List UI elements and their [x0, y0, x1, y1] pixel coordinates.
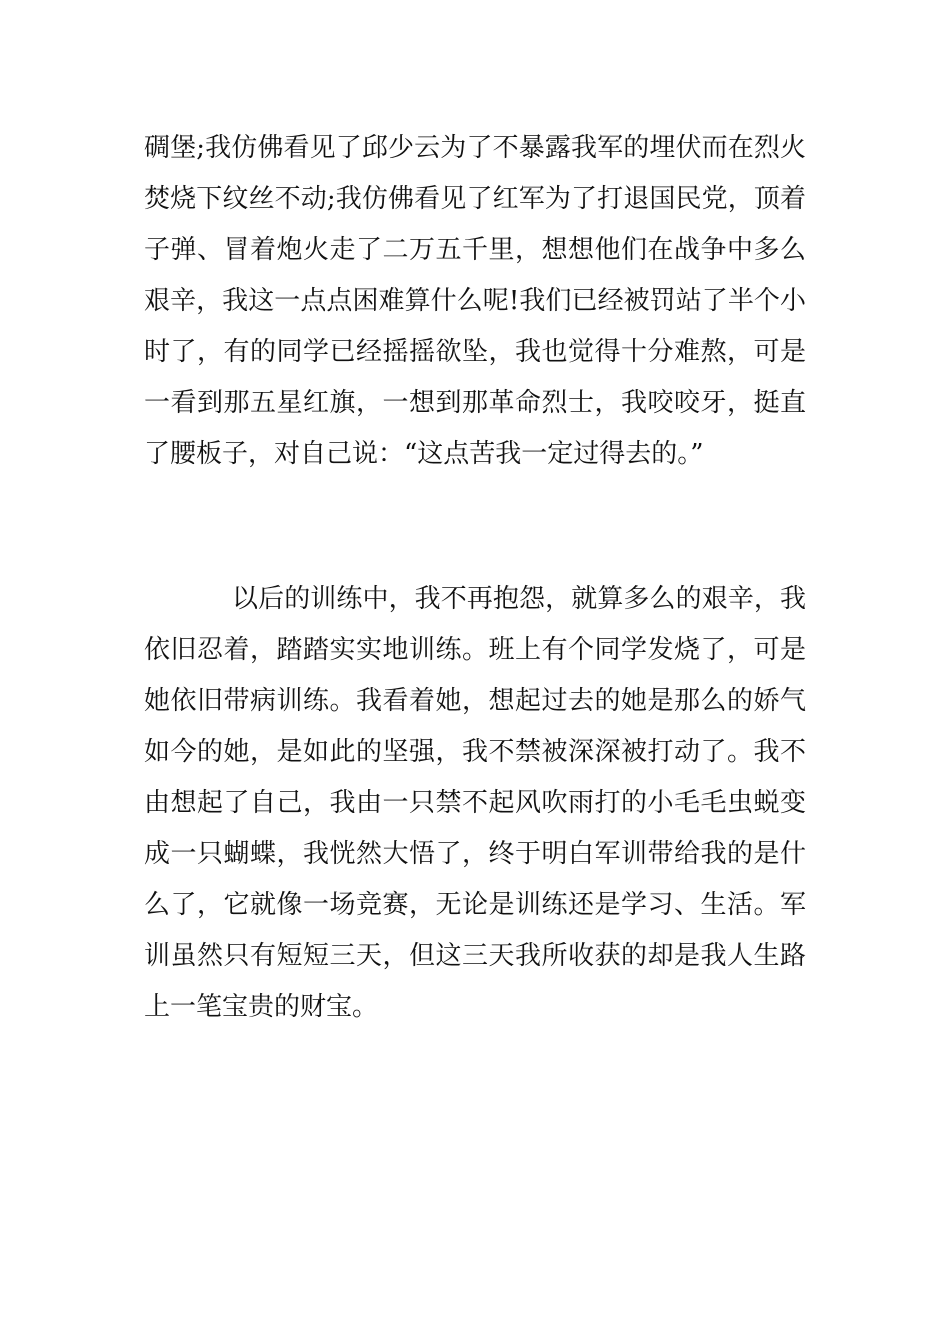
paragraph-line: 训虽然只有短短三天，但这三天我所收获的却是我人生路 [144, 941, 806, 971]
paragraph-line: 么了，它就像一场竞赛，无论是训练还是学习、生活。军 [144, 890, 806, 920]
paragraph-line: 时了，有的同学已经摇摇欲坠，我也觉得十分难熬，可是 [144, 337, 806, 367]
paragraph-line: 由想起了自己，我由一只禁不起风吹雨打的小毛毛虫蜕变 [144, 788, 806, 818]
paragraph-line: 子弹、冒着炮火走了二万五千里，想想他们在战争中多么 [144, 235, 806, 265]
paragraph-line: 她依旧带病训练。我看着她，想起过去的她是那么的娇气 [144, 686, 806, 716]
paragraph-line: 艰辛，我这一点点困难算什么呢!我们已经被罚站了半个小 [144, 286, 806, 316]
paragraph-line: 一看到那五星红旗，一想到那革命烈士，我咬咬牙，挺直 [144, 388, 806, 418]
paragraph-line: 成一只蝴蝶，我恍然大悟了，终于明白军训带给我的是什 [144, 839, 806, 869]
paragraph-line: 如今的她，是如此的坚强，我不禁被深深被打动了。我不 [144, 737, 806, 767]
paragraph-line: 了腰板子，对自己说：“这点苦我一定过得去的。” [144, 439, 704, 469]
paragraph-line: 依旧忍着，踏踏实实地训练。班上有个同学发烧了，可是 [144, 635, 806, 665]
paragraph-line: 焚烧下纹丝不动;我仿佛看见了红军为了打退国民党，顶着 [144, 184, 806, 214]
paragraph-line: 以后的训练中，我不再抱怨，就算多么的艰辛，我 [232, 584, 806, 614]
paragraph-line: 上一笔宝贵的财宝。 [144, 992, 379, 1022]
paragraph-line: 碉堡;我仿佛看见了邱少云为了不暴露我军的埋伏而在烈火 [144, 133, 806, 163]
